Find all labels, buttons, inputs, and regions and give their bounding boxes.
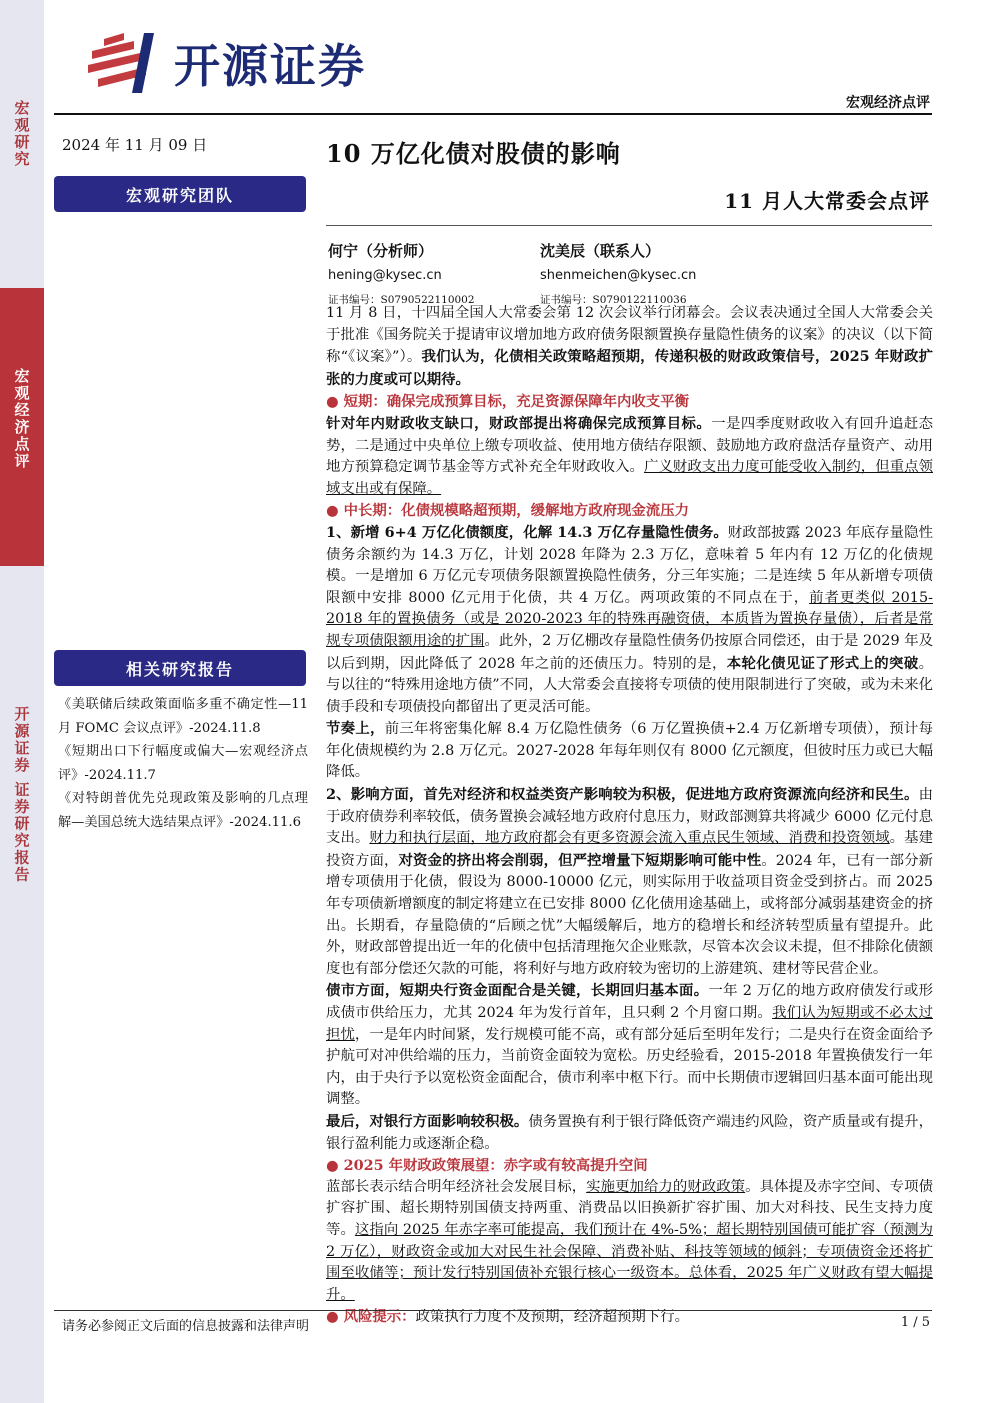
bullet-dot-icon: ●	[326, 1157, 344, 1175]
intro-paragraph: 11 月 8 日，十四届全国人大常委会第 12 次会议举行闭幕会。会议表决通过全国人大常委会关于批准《国务院关于提请审议增加地方政府债务限额置换存量隐性债务的议案》的决议（以下简称“《议案》”）。我们认为，化债相关政策略超预期，传递积极的财政政策信号，2025 年财政扩张的力度或可以期待。	[326, 305, 933, 388]
related-report-item[interactable]: 《短期出口下行幅度或偏大—宏观经济点评》-2024.11.7	[58, 744, 308, 783]
brand-logo	[84, 30, 366, 96]
footer-divider	[54, 1310, 932, 1311]
footer-disclaimer: 请务必参阅正文后面的信息披露和法律声明	[62, 1319, 310, 1334]
brand-name: 开源证券	[174, 39, 366, 93]
section-heading-mid-long-term: ● 中长期：化债规模略超预期，缓解地方政府现金流压力	[326, 502, 689, 520]
header-divider	[54, 113, 932, 115]
related-report-item[interactable]: 《美联储后续政策面临多重不确定性—11 月 FOMC 会议点评》-2024.11.8	[58, 697, 308, 736]
author-cert: 证书编号：S0790122110036	[540, 294, 687, 306]
author-email[interactable]: shenmeichen@kysec.cn	[540, 268, 697, 283]
author-cert: 证书编号：S0790522110002	[328, 294, 475, 306]
side-strip	[0, 0, 44, 1403]
side-label-securities-report: 开源证券 证券研究报告	[12, 706, 31, 884]
side-label-macro-comment: 宏观经济点评	[0, 288, 44, 566]
related-report-item[interactable]: 《对特朗普优先兑现政策及影响的几点理解—美国总统大选结果点评》-2024.11.6	[58, 791, 308, 830]
subtitle-divider	[326, 225, 932, 226]
doc-type-label: 宏观经济点评	[846, 95, 930, 111]
pace-paragraph: 节奏上，前三年将密集化解 8.4 万亿隐性债务（6 万亿置换债+2.4 万亿新增专项债），预计每年化债规模约为 2.8 万亿元。2027-2028 年每年则仅有 8000 亿元额度，但彼时压力或已大幅降低。	[326, 720, 933, 781]
fiscal-outlook-paragraph: 蓝部长表示结合明年经济社会发展目标，实施更加给力的财政政策。具体提及赤字空间、专项债扩容扩围、超长期特别国债支持两重、消费品以旧换新扩容扩围、加大对科技、民生支持力度等。这指向 2025 年赤字率可能提高，我们预计在 4%-5%；超长期特别国债可能扩容（预测为 2 万亿），财政资金或加大对民生社会保障、消费补贴、科技等领域的倾斜；专项债资金还将扩围至收储等；预计发行特别国债补充银行核心一级资本。总体看，2025 年广义财政有望大幅提升。	[326, 1178, 933, 1303]
author-name: 何宁（分析师）	[328, 242, 434, 260]
bullet-dot-icon: ●	[326, 502, 344, 520]
bullet-dot-icon: ●	[326, 1308, 344, 1326]
author-email[interactable]: hening@kysec.cn	[328, 268, 442, 283]
author-card	[328, 240, 475, 307]
section-heading-fiscal-outlook: ● 2025 年财政政策展望：赤字或有较高提升空间	[326, 1157, 648, 1175]
report-title: 10 万亿化债对股债的影响	[326, 139, 621, 168]
author-name: 沈美辰（联系人）	[540, 242, 661, 260]
report-body	[326, 303, 933, 1329]
related-reports-banner: 相关研究报告	[54, 650, 306, 686]
debt-quota-paragraph: 1、新增 6+4 万亿化债额度，化解 14.3 万亿存量隐性债务。财政部披露 2023 年底存量隐性债务余额约为 14.3 万亿，计划 2028 年降为 2.3 万亿，意味着 5 年内有 12 万亿的化债规模。一是增加 6 万亿元专项债务限额置换隐性债务，分三年实施；二是连续 5 年从新增专项债限额中安排 8000 亿元用于化债，共 4 万亿。两项政策的不同点在于，前者更类似 2015-2018 年的置换债务（或是 2020-2023 年的特殊再融资债，本质皆为置换存量债），后者是常规专项债限额用途的扩围。此外，2 万亿棚改存量隐性债务仍按原合同偿还，由于是 2029 年及以后到期，因此降低了 2028 年之前的还债压力。特别的是，本轮化债见证了形式上的突破。与以往的“特殊用途地方债”不同，人大常委会直接将专项债的使用限制进行了突破，或为未来化债手段和专项债投向都留出了更灵活可能。	[326, 523, 933, 715]
risk-warning: ● 风险提示：政策执行力度不及预期，经济超预期下行。	[326, 1308, 689, 1326]
section-heading-short-term: ● 短期：确保完成预算目标，充足资源保障年内收支平衡	[326, 393, 689, 411]
report-date: 2024 年 11 月 09 日	[62, 136, 208, 154]
logo-mark-icon	[84, 31, 168, 95]
bank-paragraph: 最后，对银行方面影响较积极。债务置换有利于银行降低资产端违约风险，资产质量或有提升，银行盈利能力或逐渐企稳。	[326, 1112, 933, 1152]
page-number: 1 / 5	[900, 1315, 930, 1330]
report-subtitle: 11 月人大常委会点评	[724, 189, 930, 213]
related-reports-list	[58, 693, 308, 834]
impact-paragraph: 2、影响方面，首先对经济和权益类资产影响较为积极，促进地方政府资源流向经济和民生。由于政府债券利率较低，债务置换会减轻地方政府付息压力，财政部测算共将减少 6000 亿元付息支出。财力和执行层面，地方政府都会有更多资源会流入重点民生领域、消费和投资领域。基建投资方面，对资金的挤出将会削弱，但严控增量下短期影响可能中性。2024 年，已有一部分新增专项债用于化债，假设为 8000-10000 亿元，则实际用于收益项目资金受到挤占。而 2025 年专项债新增额度的制定将建立在已安排 8000 亿化债用途基础上，或将部分减弱基建资金的挤出。长期看，存量隐债的“后顾之忧”大幅缓解后，地方的稳增长和经济转型质量有望提升。此外，财政部曾提出近一年的化债中包括清理拖欠企业账款，尽管本次会议未提，但不排除化债额度也有部分偿还欠款的可能，将利好与地方政府较为密切的上游建筑、建材等民营企业。	[326, 786, 934, 977]
short-term-paragraph: 针对年内财政收支缺口，财政部提出将确保完成预算目标。一是四季度财政收入有回升追赶态势，二是通过中央单位上缴专项收益、使用地方债结存限额、鼓励地方政府盘活存量资产、动用地方预算稳定调节基金等方式补充全年财政收入。广义财政支出力度可能受收入制约，但重点领域支出或有保障。	[326, 414, 933, 497]
author-card	[540, 240, 696, 307]
team-banner: 宏观研究团队	[54, 176, 306, 212]
bullet-dot-icon: ●	[326, 393, 344, 411]
bond-market-paragraph: 债市方面，短期央行资金面配合是关键，长期回归基本面。一年 2 万亿的地方政府债发行或形成债市供给压力，尤其 2024 年为发行首年，且只剩 2 个月窗口期。我们认为短期或不必太过担忧，一是年内时间紧，发行规模可能不高，或有部分延后至明年发行；二是央行在资金面给予护航可对冲供给端的压力，当前资金面较为宽松。历史经验看，2015-2018 年置换债发行一年内，由于央行予以宽松资金面配合，债市利率中枢下行。而中长期债市逻辑回归基本面可能出现调整。	[326, 982, 933, 1108]
side-label-research: 宏观研究	[12, 100, 31, 168]
